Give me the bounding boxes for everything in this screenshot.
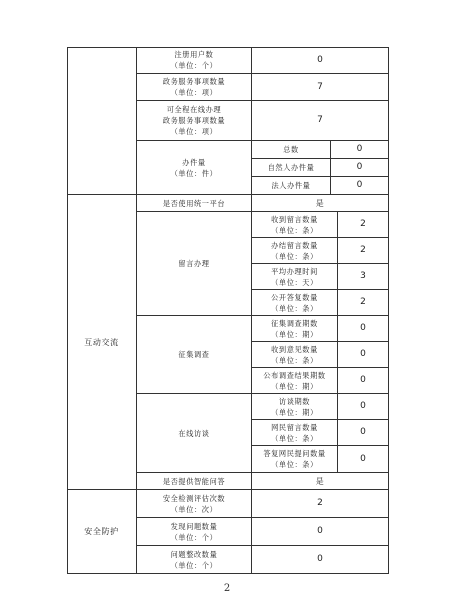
interview-questions-label: 网民留言数量 （单位：条）: [252, 420, 338, 446]
unified-platform-label: 是否使用统一平台: [137, 195, 252, 212]
volume-total-value: 0: [331, 141, 389, 159]
messages-handled-label: 办结留言数量 （单位：条）: [252, 238, 338, 264]
volume-label: 办件量 （单位：件）: [137, 141, 252, 195]
security-section-label: 安全防护: [67, 490, 137, 574]
volume-natural-value: 0: [331, 159, 389, 177]
smart-qa-label: 是否提供智能问答: [137, 473, 252, 490]
reg-users-value: 0: [252, 47, 389, 74]
statistics-table: [67, 47, 389, 574]
survey-periods-value: 0: [338, 316, 389, 342]
online-items-value: 7: [252, 101, 389, 141]
reg-users-label: 注册用户数 （单位：个）: [137, 47, 252, 74]
survey-label: 征集调查: [137, 316, 252, 394]
security-problems-value: 0: [252, 518, 389, 546]
survey-opinions-value: 0: [338, 342, 389, 368]
service-items-label: 政务服务事项数量 （单位：项）: [137, 74, 252, 101]
security-evaluations-value: 2: [252, 490, 389, 518]
survey-results-label: 公布调查结果期数 （单位：期）: [252, 368, 338, 394]
messages-avg-days-value: 3: [338, 264, 389, 290]
smart-qa-value: 是: [252, 473, 389, 490]
messages-received-label: 收到留言数量 （单位：条）: [252, 212, 338, 238]
security-problems-label: 发现问题数量 （单位：个）: [137, 518, 252, 546]
volume-legal-value: 0: [331, 177, 389, 195]
security-evaluations-label: 安全检测评估次数 （单位：次）: [137, 490, 252, 518]
messages-label: 留言办理: [137, 212, 252, 316]
interview-answers-label: 答复网民提问数量 （单位：条）: [252, 446, 338, 473]
volume-natural-label: 自然人办件量: [252, 159, 331, 177]
service-items-value: 7: [252, 74, 389, 101]
survey-periods-label: 征集调查期数 （单位：期）: [252, 316, 338, 342]
interview-periods-value: 0: [338, 394, 389, 420]
volume-total-label: 总数: [252, 141, 331, 159]
messages-public-value: 2: [338, 290, 389, 316]
volume-legal-label: 法人办件量: [252, 177, 331, 195]
messages-handled-value: 2: [338, 238, 389, 264]
unified-platform-value: 是: [252, 195, 389, 212]
interview-questions-value: 0: [338, 420, 389, 446]
blank-section-cell: [67, 47, 137, 195]
messages-avg-days-label: 平均办理时间 （单位：天）: [252, 264, 338, 290]
online-items-label: 可全程在线办理 政务服务事项数量 （单位：项）: [137, 101, 252, 141]
interview-label: 在线访谈: [137, 394, 252, 473]
survey-results-value: 0: [338, 368, 389, 394]
security-fixed-label: 问题整改数量 （单位：个）: [137, 546, 252, 574]
messages-received-value: 2: [338, 212, 389, 238]
security-fixed-value: 0: [252, 546, 389, 574]
page-number: 2: [223, 583, 231, 594]
messages-public-label: 公开答复数量 （单位：条）: [252, 290, 338, 316]
interview-answers-value: 0: [338, 446, 389, 473]
interaction-section-label: 互动交流: [67, 195, 137, 490]
survey-opinions-label: 收到意见数量 （单位：条）: [252, 342, 338, 368]
interview-periods-label: 访谈期数 （单位：期）: [252, 394, 338, 420]
